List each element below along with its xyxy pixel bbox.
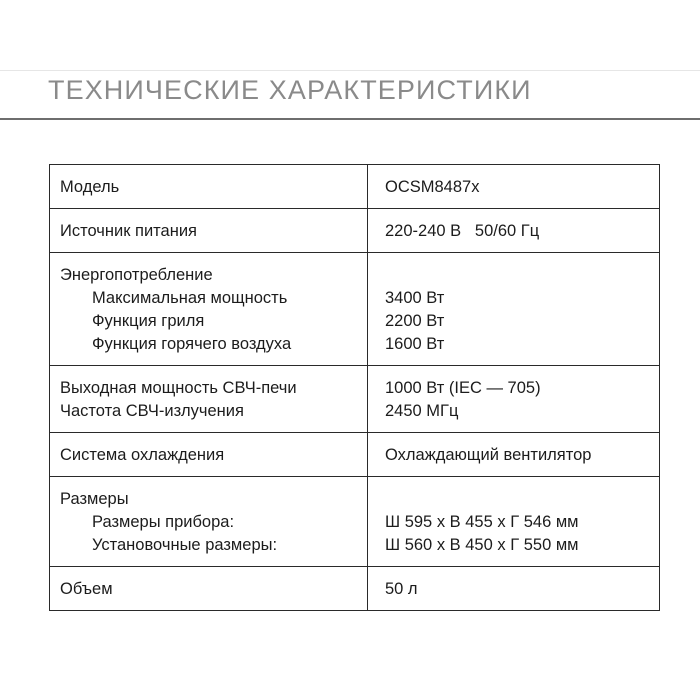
sub-value: 3400 Вт: [385, 289, 445, 307]
page-title: ТЕХНИЧЕСКИЕ ХАРАКТЕРИСТИКИ: [48, 75, 532, 105]
row-label-cell: [50, 165, 368, 209]
row-value-cell: [368, 433, 660, 477]
sub-value: Ш 595 x В 455 x Г 546 мм: [385, 513, 579, 531]
table-row-model: [50, 165, 660, 209]
row-value: 50 л: [385, 580, 418, 598]
row-value: 1000 Вт (IEC — 705): [385, 379, 541, 397]
sub-label: Размеры прибора:: [92, 513, 235, 531]
sub-label: Максимальная мощность: [92, 289, 288, 307]
table-row-power-source: [50, 209, 660, 253]
spec-table: [49, 164, 660, 611]
table-row-microwave: [50, 366, 660, 433]
row-label-cell: [50, 209, 368, 253]
row-label-cell: [50, 433, 368, 477]
row-label-cell: [50, 366, 368, 433]
row-label: Объем: [60, 580, 113, 598]
row-value-cell: [368, 253, 660, 366]
table-row-volume: [50, 567, 660, 611]
top-divider: [0, 70, 700, 71]
row-label-cell: [50, 567, 368, 611]
row-value-cell: [368, 567, 660, 611]
table-row-dimensions: [50, 477, 660, 567]
row-value-cell: [368, 209, 660, 253]
row-label-cell: [50, 477, 368, 567]
row-value: 2450 МГц: [385, 402, 459, 420]
sub-label: Функция горячего воздуха: [92, 335, 292, 353]
title-divider: [0, 118, 700, 120]
row-label: Модель: [60, 178, 120, 196]
row-value-cell: [368, 165, 660, 209]
table-row-power-consumption: [50, 253, 660, 366]
row-value-cell: [368, 477, 660, 567]
sub-value: 1600 Вт: [385, 335, 445, 353]
blank-line: [385, 488, 649, 511]
row-label: Источник питания: [60, 222, 197, 240]
row-value: OCSM8487x: [385, 178, 480, 196]
row-value: Охлаждающий вентилятор: [385, 446, 592, 464]
row-label: Энергопотребление: [60, 266, 213, 284]
sub-value: 2200 Вт: [385, 312, 445, 330]
row-label: Частота СВЧ-излучения: [60, 402, 244, 420]
sub-label: Установочные размеры:: [92, 536, 278, 554]
row-label: Размеры: [60, 490, 129, 508]
row-label: Система охлаждения: [60, 446, 225, 464]
row-label-cell: [50, 253, 368, 366]
table-row-cooling: [50, 433, 660, 477]
row-value-cell: [368, 366, 660, 433]
row-label: Выходная мощность СВЧ-печи: [60, 379, 297, 397]
sub-value: Ш 560 x В 450 x Г 550 мм: [385, 536, 579, 554]
row-value: 220-240 В 50/60 Гц: [385, 222, 540, 240]
blank-line: [385, 264, 649, 287]
sub-label: Функция гриля: [92, 312, 205, 330]
